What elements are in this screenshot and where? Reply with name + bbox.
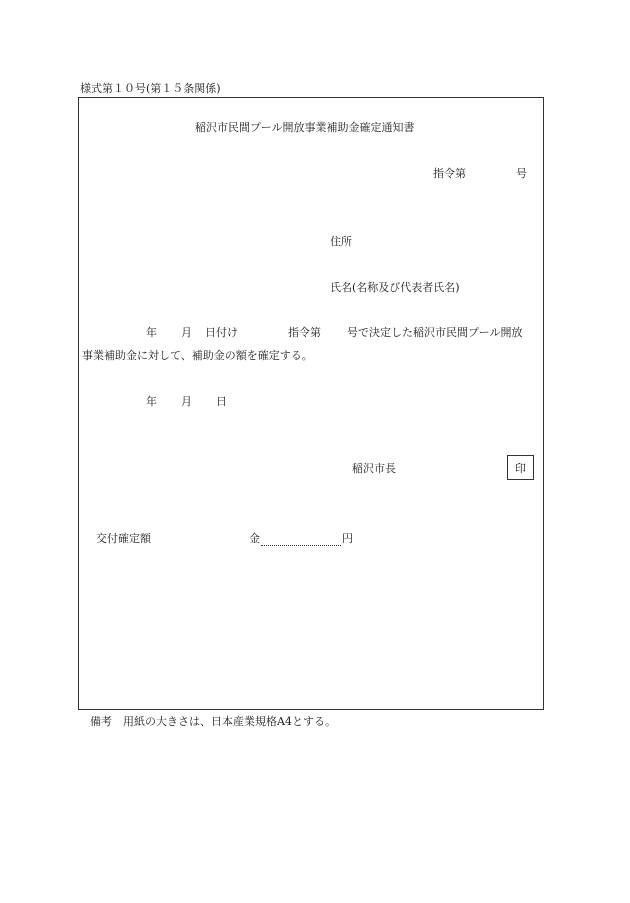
date-year: 年 xyxy=(146,395,157,408)
body-year: 年 xyxy=(146,326,157,339)
footer-note: 備考 用紙の大きさは、日本産業規格A4とする。 xyxy=(90,715,336,728)
address-label: 住所 xyxy=(330,235,352,248)
seal-label: 印 xyxy=(515,461,526,475)
form-number: 様式第１０号(第１５条関係) xyxy=(80,82,221,95)
document-title: 稲沢市民間プール開放事業補助金確定通知書 xyxy=(195,121,415,134)
amount-dotted-line xyxy=(261,545,341,546)
seal-box xyxy=(507,455,534,480)
amount-suffix: 円 xyxy=(342,532,353,545)
date-day: 日 xyxy=(216,395,227,408)
order-number-suffix: 号 xyxy=(516,167,527,180)
name-label: 氏名(名称及び代表者氏名) xyxy=(330,281,460,294)
body-dated: 日付け xyxy=(205,326,238,339)
order-number-prefix: 指令第 xyxy=(433,167,466,180)
body-line2: 事業補助金に対して、補助金の額を確定する。 xyxy=(82,349,313,362)
issuer-name: 稲沢市長 xyxy=(352,462,396,475)
amount-label: 交付確定額 xyxy=(96,532,151,545)
body-line1-rest: 号で決定した稲沢市民間プール開放 xyxy=(347,326,523,339)
amount-prefix: 金 xyxy=(249,532,260,545)
body-order-prefix: 指令第 xyxy=(288,326,321,339)
date-month: 月 xyxy=(181,395,192,408)
body-month: 月 xyxy=(181,326,192,339)
